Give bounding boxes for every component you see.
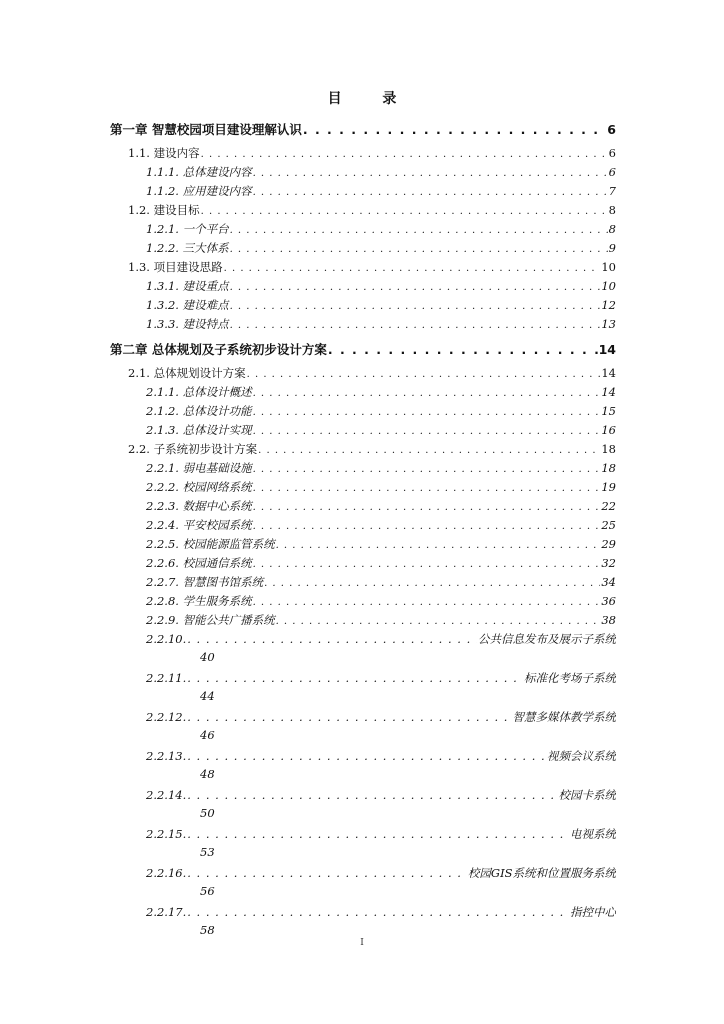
toc-entry-label: 2.2.1. 弱电基础设施 xyxy=(146,461,252,475)
toc-page-number: 40 xyxy=(200,650,215,664)
toc-entry[interactable] xyxy=(146,555,616,571)
toc-page-number: 56 xyxy=(200,884,215,898)
toc-leader-dots xyxy=(201,149,608,160)
toc-entry[interactable] xyxy=(146,612,616,628)
toc-entry-title: 指控中心 xyxy=(570,905,616,919)
toc-page-number: 36 xyxy=(601,594,616,608)
toc-entry[interactable] xyxy=(146,536,616,552)
toc-leader-dots xyxy=(187,710,511,724)
toc-entry-label: 2.1.3. 总体设计实现 xyxy=(146,423,252,437)
toc-entry[interactable] xyxy=(128,441,616,457)
toc-entry-title: 校园卡系统 xyxy=(558,788,616,802)
toc-page-number: 18 xyxy=(601,442,616,456)
toc-page-number: 6 xyxy=(607,122,616,137)
toc-page-number: 53 xyxy=(200,845,215,859)
toc-page-number: 25 xyxy=(601,518,616,532)
toc-entry[interactable] xyxy=(146,574,616,590)
toc-leader-dots xyxy=(201,206,608,217)
toc-leader-dots xyxy=(253,187,608,198)
toc-entry-label: 2.2.4. 平安校园系统 xyxy=(146,518,252,532)
toc-leader-dots xyxy=(258,445,600,456)
toc-entry[interactable] xyxy=(146,479,616,495)
toc-entry[interactable] xyxy=(146,904,616,920)
toc-entry[interactable] xyxy=(146,748,616,764)
toc-page-number: 15 xyxy=(601,404,616,418)
toc-entry[interactable] xyxy=(128,202,616,218)
toc-page-number: 32 xyxy=(601,556,616,570)
toc-entry-label: 2.2.9. 智能公共广播系统 xyxy=(146,613,275,627)
toc-page-number: 50 xyxy=(200,806,215,820)
toc-page-number: 10 xyxy=(601,279,616,293)
toc-entry-title: 智慧多媒体教学系统 xyxy=(512,710,616,724)
toc-leader-dots xyxy=(187,866,467,880)
toc-entry-label: 2.2.16. xyxy=(146,866,187,880)
toc-page-number: 6 xyxy=(608,165,616,179)
toc-page-number: 14 xyxy=(601,366,616,380)
toc-leader-dots xyxy=(253,464,601,475)
toc-entry[interactable] xyxy=(146,670,616,686)
toc-page-number: 14 xyxy=(601,385,616,399)
toc-entry-label: 第一章 智慧校园项目建设理解认识 xyxy=(110,122,302,137)
toc-leader-dots xyxy=(247,369,601,380)
toc-entry-title: 标准化考场子系统 xyxy=(524,671,616,685)
toc-leader-dots xyxy=(187,905,569,919)
toc-entry-label: 2.2. 子系统初步设计方案 xyxy=(128,442,258,456)
toc-entry[interactable] xyxy=(146,240,616,256)
toc-entry-label: 2.2.11. xyxy=(146,671,187,685)
toc-entry[interactable] xyxy=(146,316,616,332)
toc-entry-label: 2.2.7. 智慧图书馆系统 xyxy=(146,575,264,589)
toc-entry[interactable] xyxy=(146,593,616,609)
toc-entry-label: 2.2.8. 学生服务系统 xyxy=(146,594,252,608)
toc-entry-label: 1.2.2. 三大体系 xyxy=(146,241,229,255)
toc-entry[interactable] xyxy=(146,183,616,199)
toc-leader-dots xyxy=(224,263,601,274)
toc-entry[interactable] xyxy=(146,826,616,842)
toc-entry[interactable] xyxy=(146,384,616,400)
toc-page-number: 16 xyxy=(601,423,616,437)
toc-leader-dots xyxy=(187,671,523,685)
toc-page-number: 7 xyxy=(608,184,616,198)
toc-entry-label: 1.3.1. 建设重点 xyxy=(146,279,229,293)
toc-leader-dots xyxy=(303,122,606,137)
toc-leader-dots xyxy=(253,388,601,399)
toc-chapter-entry[interactable] xyxy=(110,120,616,138)
toc-page-number: 8 xyxy=(608,203,616,217)
toc-page-number: 12 xyxy=(601,298,616,312)
toc-leader-dots xyxy=(230,301,601,312)
toc-title: 目 录 xyxy=(327,91,415,107)
toc-page-number: 13 xyxy=(601,317,616,331)
toc-entry[interactable] xyxy=(128,259,616,275)
toc-leader-dots xyxy=(276,540,601,551)
toc-entry[interactable] xyxy=(128,145,616,161)
toc-entry-label: 1.2.1. 一个平台 xyxy=(146,222,229,236)
toc-entry[interactable] xyxy=(146,403,616,419)
toc-leader-dots xyxy=(187,749,546,763)
toc-entry-label: 1.3.2. 建设难点 xyxy=(146,298,229,312)
toc-entry-label: 2.2.12. xyxy=(146,710,187,724)
toc-leader-dots xyxy=(253,521,601,532)
toc-page-number: 8 xyxy=(608,222,616,236)
toc-entry[interactable] xyxy=(128,365,616,381)
toc-entry-label: 1.3.3. 建设特点 xyxy=(146,317,229,331)
toc-leader-dots xyxy=(253,168,608,179)
toc-entry[interactable] xyxy=(146,709,616,725)
toc-page-number: 10 xyxy=(601,260,616,274)
toc-entry-label: 1.3. 项目建设思路 xyxy=(128,260,223,274)
toc-entry-label: 2.2.17. xyxy=(146,905,187,919)
toc-entry[interactable] xyxy=(146,422,616,438)
toc-leader-dots xyxy=(230,282,601,293)
toc-entry-label: 2.1.1. 总体设计概述 xyxy=(146,385,252,399)
toc-entry-label: 2.1.2. 总体设计功能 xyxy=(146,404,252,418)
toc-leader-dots xyxy=(230,244,608,255)
toc-entry-label: 2.2.15. xyxy=(146,827,187,841)
toc-entry[interactable] xyxy=(146,278,616,294)
toc-leader-dots xyxy=(230,225,608,236)
toc-entry-label: 2.2.10. xyxy=(146,632,187,646)
toc-page-number: 6 xyxy=(608,146,616,160)
toc-entry[interactable] xyxy=(146,460,616,476)
toc-entry[interactable] xyxy=(146,297,616,313)
toc-entry-label: 2.2.3. 数据中心系统 xyxy=(146,499,252,513)
toc-entry-label: 2.2.5. 校园能源监管系统 xyxy=(146,537,275,551)
toc-chapter-entry[interactable] xyxy=(110,340,616,358)
toc-entry-label: 第二章 总体规划及子系统初步设计方案 xyxy=(110,342,327,357)
toc-entry-label: 1.1. 建设内容 xyxy=(128,146,200,160)
toc-page-number: 38 xyxy=(601,613,616,627)
toc-leader-dots xyxy=(187,632,477,646)
toc-entry-label: 2.1. 总体规划设计方案 xyxy=(128,366,246,380)
page-number: I xyxy=(360,938,364,948)
toc-leader-dots xyxy=(253,502,601,513)
toc-entry-title: 公共信息发布及展示子系统 xyxy=(478,632,616,646)
toc-entry[interactable] xyxy=(146,787,616,803)
toc-page-number: 46 xyxy=(200,728,215,742)
toc-entry-title: 校园GIS系统和位置服务系统 xyxy=(467,866,616,880)
toc-page-number: 22 xyxy=(601,499,616,513)
toc-leader-dots xyxy=(253,407,601,418)
toc-entry-label: 2.2.14. xyxy=(146,788,187,802)
toc-entry[interactable] xyxy=(146,164,616,180)
toc-page-number: 19 xyxy=(601,480,616,494)
toc-leader-dots xyxy=(253,483,601,494)
toc-entry[interactable] xyxy=(146,221,616,237)
toc-entry[interactable] xyxy=(146,631,616,647)
toc-page-number: 18 xyxy=(601,461,616,475)
toc-leader-dots xyxy=(230,320,601,331)
toc-leader-dots xyxy=(253,426,601,437)
toc-entry[interactable] xyxy=(146,517,616,533)
toc-leader-dots xyxy=(187,788,557,802)
toc-leader-dots xyxy=(187,827,569,841)
toc-leader-dots xyxy=(264,578,600,589)
toc-leader-dots xyxy=(253,559,601,570)
toc-entry[interactable] xyxy=(146,865,616,881)
toc-page-number: 14 xyxy=(598,342,616,357)
toc-entry-label: 2.2.13. xyxy=(146,749,187,763)
toc-leader-dots xyxy=(276,616,601,627)
toc-entry-label: 1.1.2. 应用建设内容 xyxy=(146,184,252,198)
toc-entry[interactable] xyxy=(146,498,616,514)
toc-page-number: 58 xyxy=(200,923,215,937)
toc-entry-label: 1.2. 建设目标 xyxy=(128,203,200,217)
toc-entry-title: 电视系统 xyxy=(570,827,616,841)
toc-entry-label: 2.2.2. 校园网络系统 xyxy=(146,480,252,494)
toc-page-number: 34 xyxy=(601,575,616,589)
toc-page-number: 44 xyxy=(200,689,215,703)
toc-entry-label: 2.2.6. 校园通信系统 xyxy=(146,556,252,570)
toc-leader-dots xyxy=(253,597,601,608)
toc-page-number: 48 xyxy=(200,767,215,781)
toc-page-number: 29 xyxy=(601,537,616,551)
toc-entry-title: 视频会议系统 xyxy=(547,749,616,763)
toc-entry-label: 1.1.1. 总体建设内容 xyxy=(146,165,252,179)
toc-page-number: 9 xyxy=(608,241,616,255)
toc-leader-dots xyxy=(328,342,598,357)
